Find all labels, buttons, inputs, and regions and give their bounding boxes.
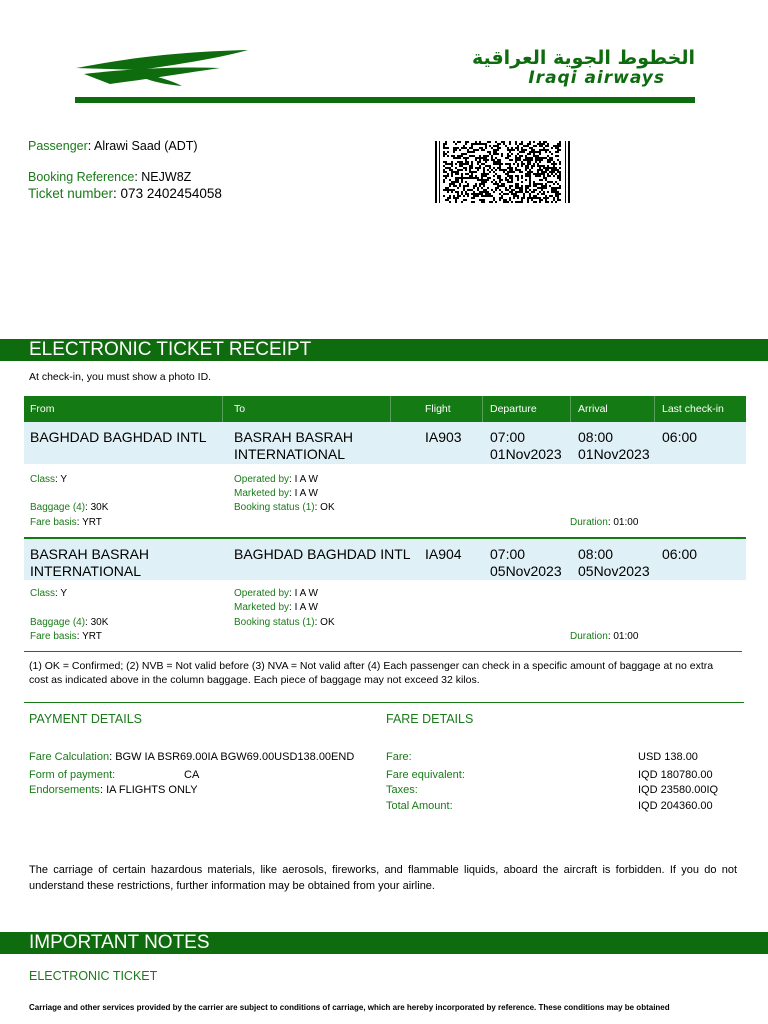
marketed-line: Marketed by: I A W <box>234 488 318 499</box>
operated-line: Operated by: I A W <box>234 588 318 599</box>
booking-reference-line: Booking Reference: NEJW8Z <box>28 170 192 184</box>
fare-label: Fare: <box>386 751 412 763</box>
marketed-value: I A W <box>294 602 318 613</box>
arrival-date: 05Nov2023 <box>578 563 650 579</box>
class-value: Y <box>60 474 68 485</box>
class-line: Class: Y <box>30 588 68 599</box>
header-to: To <box>234 403 246 415</box>
duration-label: Duration <box>570 517 608 528</box>
passenger-value: Alrawi Saad (ADT) <box>94 139 198 153</box>
fare-calculation-label: Fare Calculation <box>29 751 110 763</box>
total-amount-value: IQD 204360.00 <box>638 800 713 812</box>
marketed-line: Marketed by: I A W <box>234 602 318 613</box>
fare-equivalent-label: Fare equivalent: <box>386 769 465 781</box>
hazardous-materials-note: The carriage of certain hazardous materials, like aerosols, fireworks, and flammable liquids, aboard the aircraft is forbidden. If you do not understand these restrictions, further information may be obtained from your airline. <box>29 864 737 892</box>
fare-basis-value: YRT <box>82 631 102 642</box>
marketed-label: Marketed by <box>234 488 290 499</box>
ticket-number-line: Ticket number: 073 2402454058 <box>28 186 222 201</box>
header-last-checkin: Last check-in <box>662 403 724 415</box>
fare-basis-value: YRT <box>82 517 102 528</box>
fare-value: USD 138.00 <box>638 751 698 763</box>
booking-status-label: Booking status (1) <box>234 617 315 628</box>
fare-calculation-line: Fare Calculation: BGW IA BSR69.00IA BGW69.00USD138.00END <box>29 751 355 763</box>
duration-label: Duration <box>570 631 608 642</box>
fare-calculation-value: BGW IA BSR69.00IA BGW69.00USD138.00END <box>115 751 355 763</box>
operated-value: I A W <box>294 588 318 599</box>
duration-value: 01:00 <box>613 517 639 528</box>
departure-time: 07:00 <box>490 546 526 562</box>
baggage-line: Baggage (4): 30K <box>30 617 109 628</box>
operated-value: I A W <box>294 474 318 485</box>
passenger-label: Passenger <box>28 139 88 153</box>
baggage-value: 30K <box>90 502 109 513</box>
fare-basis-line: Fare basis: YRT <box>30 517 102 528</box>
booking-status-label: Booking status (1) <box>234 502 315 513</box>
booking-status-line: Booking status (1): OK <box>234 617 335 628</box>
form-of-payment-label: Form of payment: <box>29 769 116 781</box>
flight-number: IA904 <box>425 546 462 562</box>
arrival-time: 08:00 <box>578 546 614 562</box>
photo-id-note: At check-in, you must show a photo ID. <box>29 371 212 383</box>
header-departure: Departure <box>490 403 537 415</box>
flight-row <box>24 422 746 464</box>
class-label: Class <box>30 474 56 485</box>
divider <box>24 651 742 652</box>
baggage-line: Baggage (4): 30K <box>30 502 109 513</box>
operated-label: Operated by <box>234 474 290 485</box>
marketed-label: Marketed by <box>234 602 290 613</box>
barcode-image <box>435 141 571 203</box>
header-from: From <box>30 403 55 415</box>
flight-to-line1: BASRAH BASRAH <box>234 429 354 445</box>
class-line: Class: Y <box>30 474 68 485</box>
divider <box>24 702 744 703</box>
duration-value: 01:00 <box>613 631 639 642</box>
important-notes-title-bar: IMPORTANT NOTES <box>0 932 768 954</box>
booking-reference-value: NEJW8Z <box>141 170 192 184</box>
booking-status-value: OK <box>320 617 335 628</box>
airline-logo-bird <box>70 44 260 94</box>
duration-line: Duration: 01:00 <box>570 631 639 642</box>
header-rule <box>75 97 695 103</box>
baggage-label: Baggage (4) <box>30 617 86 628</box>
header-flight: Flight <box>425 403 451 415</box>
last-checkin-time: 06:00 <box>662 429 698 445</box>
operated-label: Operated by <box>234 588 290 599</box>
endorsements-label: Endorsements <box>29 784 100 796</box>
airline-name-latin: Iraqi airways <box>528 68 665 88</box>
fare-equivalent-value: IQD 180780.00 <box>638 769 713 781</box>
baggage-label: Baggage (4) <box>30 502 86 513</box>
operated-line: Operated by: I A W <box>234 474 318 485</box>
arrival-time: 08:00 <box>578 429 614 445</box>
header-arrival: Arrival <box>578 403 608 415</box>
fare-basis-label: Fare basis <box>30 517 77 528</box>
fare-basis-line: Fare basis: YRT <box>30 631 102 642</box>
footnote: (1) OK = Confirmed; (2) NVB = Not valid before (3) NVA = Not valid after (4) Each passenger can check in a specific amount of baggage at no extra cost as indicated above in the column baggage. Each piece of baggage may not exceed 32 kilos. <box>29 660 714 686</box>
ticket-number-label: Ticket number <box>28 186 114 201</box>
fare-details-title: FARE DETAILS <box>386 712 474 726</box>
flight-from-line2: INTERNATIONAL <box>30 563 141 579</box>
airline-name-arabic: الخطوط الجوية العراقية <box>471 47 695 69</box>
flight-to: BAGHDAD BAGHDAD INTL <box>234 546 411 562</box>
receipt-title-bar: ELECTRONIC TICKET RECEIPT <box>0 339 768 361</box>
duration-line: Duration: 01:00 <box>570 517 639 528</box>
flight-to-line2: INTERNATIONAL <box>234 446 345 462</box>
endorsements-value: IA FLIGHTS ONLY <box>106 784 198 796</box>
flight-from-line1: BASRAH BASRAH <box>30 546 150 562</box>
total-amount-label: Total Amount: <box>386 800 453 812</box>
taxes-value: IQD 23580.00IQ <box>638 784 719 796</box>
flight-from: BAGHDAD BAGHDAD INTL <box>30 429 207 445</box>
class-value: Y <box>60 588 68 599</box>
flights-table-header <box>24 396 746 422</box>
last-checkin-time: 06:00 <box>662 546 698 562</box>
departure-time: 07:00 <box>490 429 526 445</box>
class-label: Class <box>30 588 56 599</box>
booking-reference-label: Booking Reference <box>28 170 135 184</box>
booking-status-line: Booking status (1): OK <box>234 502 335 513</box>
flight-row <box>24 537 746 580</box>
departure-date: 05Nov2023 <box>490 563 562 579</box>
baggage-value: 30K <box>90 617 109 628</box>
fare-basis-label: Fare basis <box>30 631 77 642</box>
arrival-date: 01Nov2023 <box>578 446 650 462</box>
endorsements-line: Endorsements: IA FLIGHTS ONLY <box>29 784 198 796</box>
flight-number: IA903 <box>425 429 462 445</box>
booking-status-value: OK <box>320 502 335 513</box>
passenger-line: Passenger: Alrawi Saad (ADT) <box>28 139 198 153</box>
marketed-value: I A W <box>294 488 318 499</box>
electronic-ticket-subtitle: ELECTRONIC TICKET <box>29 969 158 983</box>
ticket-number-value: 073 2402454058 <box>120 186 222 201</box>
conditions-of-carriage-text: Carriage and other services provided by the carrier are subject to conditions of carriage, which are hereby incorporated by reference. These conditions may be obtained <box>29 1003 670 1012</box>
form-of-payment-value: CA <box>184 769 200 781</box>
payment-details-title: PAYMENT DETAILS <box>29 712 142 726</box>
taxes-label: Taxes: <box>386 784 418 796</box>
departure-date: 01Nov2023 <box>490 446 562 462</box>
